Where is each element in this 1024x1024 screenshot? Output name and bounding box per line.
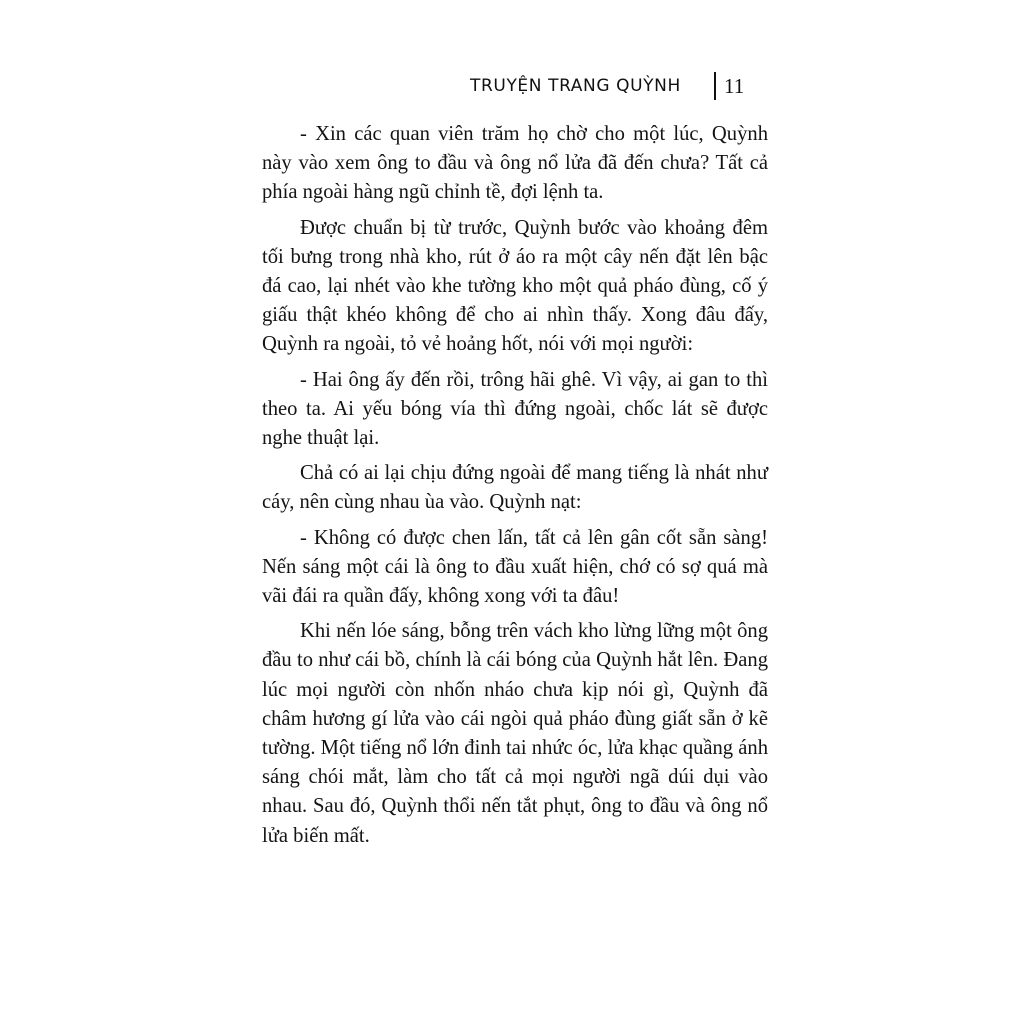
paragraph-4: Chả có ai lại chịu đứng ngoài để mang tiếng là nhát như cáy, nên cùng nhau ùa vào. Quỳnh nạt: — [262, 462, 768, 514]
running-header — [466, 72, 766, 102]
page-number: 11 — [724, 74, 745, 98]
body-text — [262, 120, 768, 857]
paragraph-2: Được chuẩn bị từ trước, Quỳnh bước vào khoảng đêm tối bưng trong nhà kho, rút ở áo ra một cây nến đặt lên bậc đá cao, lại nhét vào khe tường kho một quả pháo đùng, cố ý giấu thật khéo không để cho ai nhìn thấy. Xong đâu đấy, Quỳnh ra ngoài, tỏ vẻ hoảng hốt, nói với mọi người: — [262, 216, 768, 356]
paragraph-3: - Hai ông ấy đến rồi, trông hãi ghê. Vì vậy, ai gan to thì theo ta. Ai yếu bóng vía thì đứng ngoài, chốc lát sẽ được nghe thuật lại. — [262, 368, 768, 450]
running-header-title: TRUYỆN TRANG QUỲNH — [470, 76, 681, 96]
paragraph-1: - Xin các quan viên trăm họ chờ cho một lúc, Quỳnh này vào xem ông to đầu và ông nổ lửa đã đến chưa? Tất cả phía ngoài hàng ngũ chỉnh tề, đợi lệnh ta. — [262, 123, 768, 204]
paragraph-6: Khi nến lóe sáng, bỗng trên vách kho lừng lững một ông đầu to như cái bồ, chính là cái bóng của Quỳnh hắt lên. Đang lúc mọi người còn nhốn nháo chưa kịp nói gì, Quỳnh đã châm hương gí lửa vào cái ngòi quả pháo đùng giất sẵn ở kẽ tường. Một tiếng nổ lớn đinh tai nhức óc, lửa khạc quầng ánh sáng chói mắt, làm cho tất cả mọi người ngã dúi dụi vào nhau. Sau đó, Quỳnh thổi nến tắt phụt, ông to đầu và ông nổ lửa biến mất. — [262, 620, 768, 847]
paragraph-5: - Không có được chen lấn, tất cả lên gân cốt sẵn sàng! Nến sáng một cái là ông to đầu xuất hiện, chớ có sợ quá mà vãi đái ra quần đấy, không xong với ta đâu! — [262, 526, 768, 608]
header-divider — [714, 72, 716, 100]
